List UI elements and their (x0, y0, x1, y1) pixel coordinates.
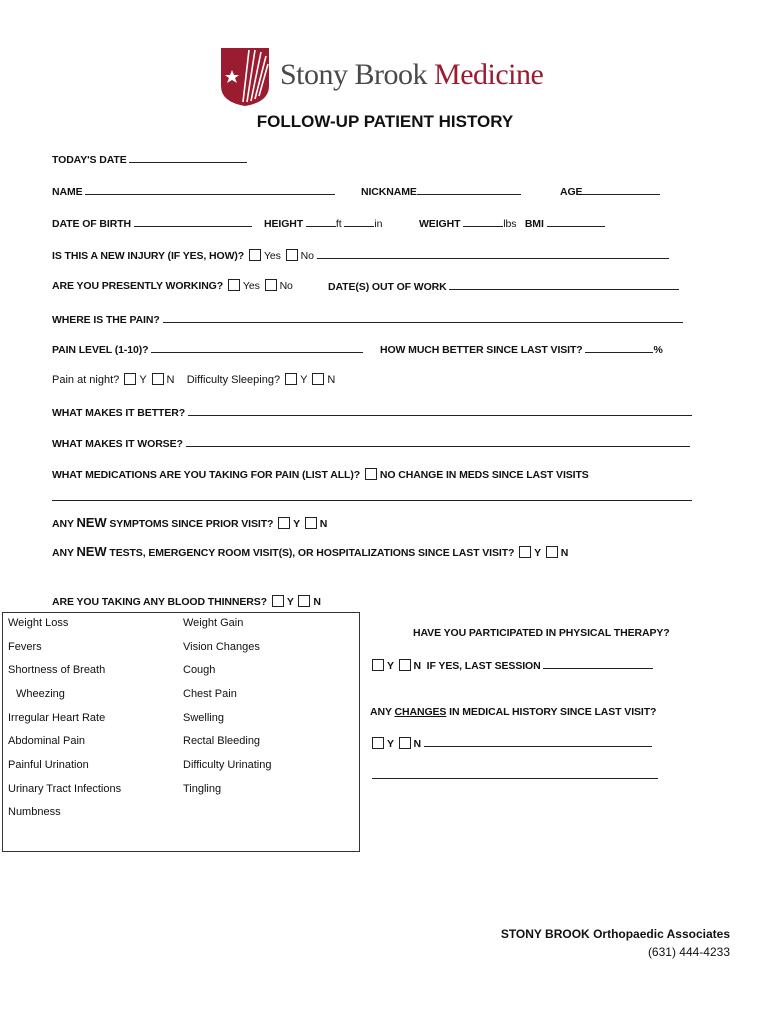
where-pain-field[interactable] (163, 312, 683, 323)
bmi-label: BMI (524, 218, 544, 230)
symptom-irregular-heart-rate[interactable]: Irregular Heart Rate (8, 712, 106, 724)
symptom-weight-loss[interactable]: Weight Loss (8, 617, 69, 629)
medical-history-field-2[interactable] (372, 770, 658, 779)
physical-therapy-n-checkbox[interactable] (399, 659, 411, 671)
n-label: N (313, 596, 321, 608)
footer-phone: (631) 444-4233 (647, 945, 730, 959)
working-row (52, 279, 293, 292)
new-tests-row (52, 544, 568, 559)
y-label: Y (534, 547, 541, 559)
n-label: N (319, 518, 328, 530)
symptom-cough[interactable]: Cough (183, 664, 216, 676)
difficulty-sleeping-y-checkbox[interactable] (285, 373, 297, 385)
pain-level-field[interactable] (151, 342, 363, 353)
symptom-tingling[interactable]: Tingling (183, 783, 222, 795)
todays-date-field[interactable] (129, 152, 247, 163)
pain-night-row (52, 373, 335, 386)
symptom-vision-changes[interactable]: Vision Changes (183, 641, 260, 653)
y-label: Y (286, 596, 294, 608)
last-session-field[interactable] (543, 658, 653, 669)
difficulty-sleeping-n-checkbox[interactable] (312, 373, 324, 385)
pain-level-row (52, 342, 363, 356)
height-row (264, 216, 382, 230)
how-much-better-row (380, 342, 663, 356)
ft-label: ft (335, 218, 342, 230)
todays-date-row (52, 152, 247, 166)
how-much-better-field[interactable] (585, 342, 653, 353)
changes-label: CHANGES (394, 706, 447, 718)
y-label: Y (293, 518, 300, 530)
medications-row (52, 468, 589, 481)
working-yes-checkbox[interactable] (228, 279, 240, 291)
medical-history-y-checkbox[interactable] (372, 737, 384, 749)
pain-level-label: PAIN LEVEL (1-10)? (52, 344, 149, 356)
medical-history-yn-row (370, 736, 652, 750)
makes-worse-field[interactable] (186, 436, 690, 447)
symptom-difficulty-urinating[interactable]: Difficulty Urinating (183, 759, 272, 771)
percent-label: % (653, 344, 663, 356)
n-label: N (327, 374, 336, 386)
makes-worse-row (52, 436, 690, 450)
no-label: No (279, 280, 293, 292)
symptom-shortness-of-breath[interactable]: Shortness of Breath (8, 664, 106, 676)
symptom-fevers[interactable]: Fevers (8, 641, 42, 653)
weight-label: WEIGHT (419, 218, 461, 230)
working-label: ARE YOU PRESENTLY WORKING? (52, 280, 224, 292)
dates-out-field[interactable] (449, 279, 679, 290)
new-symptoms-label: SYMPTOMS SINCE PRIOR VISIT? (109, 518, 274, 530)
n-label: N (560, 547, 569, 559)
blood-thinners-row (52, 595, 321, 608)
name-label: NAME (52, 186, 83, 198)
symptom-weight-gain[interactable]: Weight Gain (183, 617, 244, 629)
medications-label: WHAT MEDICATIONS ARE YOU TAKING FOR PAIN (LIST ALL)? (52, 469, 361, 481)
age-label: AGE (560, 186, 583, 198)
page-title: FOLLOW-UP PATIENT HISTORY (256, 112, 514, 131)
new-symptoms-y-checkbox[interactable] (278, 517, 290, 529)
new-tests-label: TESTS, EMERGENCY ROOM VISIT(S), OR HOSPITALIZATIONS SINCE LAST VISIT? (109, 547, 515, 559)
no-change-meds-label: NO CHANGE IN MEDS SINCE LAST VISITS (379, 469, 589, 481)
blood-thinners-n-checkbox[interactable] (298, 595, 310, 607)
todays-date-label: TODAY'S DATE (52, 154, 127, 166)
physical-therapy-row (370, 658, 653, 672)
medical-history-n-checkbox[interactable] (399, 737, 411, 749)
new-tests-y-checkbox[interactable] (519, 546, 531, 558)
if-yes-last-session-label: IF YES, LAST SESSION (426, 660, 541, 672)
symptom-painful-urination[interactable]: Painful Urination (8, 759, 89, 771)
where-pain-label: WHERE IS THE PAIN? (52, 314, 160, 326)
dob-row (52, 216, 252, 230)
symptom-swelling[interactable]: Swelling (183, 712, 224, 724)
pain-night-n-checkbox[interactable] (152, 373, 164, 385)
blood-thinners-label: ARE YOU TAKING ANY BLOOD THINNERS? (52, 596, 267, 608)
blood-thinners-y-checkbox[interactable] (272, 595, 284, 607)
footer-org-part2: Orthopaedic Associates (593, 927, 730, 941)
nickname-field[interactable] (417, 184, 521, 195)
makes-better-label: WHAT MAKES IT BETTER? (52, 407, 186, 419)
symptoms-box (2, 612, 360, 852)
y-label: Y (387, 660, 394, 672)
y-label: Y (300, 374, 308, 386)
n-label: N (166, 374, 175, 386)
how-much-better-label: HOW MUCH BETTER SINCE LAST VISIT? (380, 344, 583, 356)
dob-label: DATE OF BIRTH (52, 218, 131, 230)
new-injury-how-field[interactable] (317, 248, 669, 259)
in-label: in (374, 218, 383, 230)
y-label: Y (387, 738, 394, 750)
new-injury-label: IS THIS A NEW INJURY (IF YES, HOW)? (52, 250, 245, 262)
height-label: HEIGHT (264, 218, 304, 230)
any-label: ANY (52, 547, 74, 559)
brand-name-part1: Stony Brook (280, 58, 428, 91)
dates-out-row (328, 279, 679, 293)
new-injury-yes-checkbox[interactable] (249, 249, 261, 261)
height-ft-field[interactable] (306, 216, 336, 227)
any-label: ANY (52, 518, 74, 530)
height-in-field[interactable] (344, 216, 374, 227)
new-injury-no-checkbox[interactable] (286, 249, 298, 261)
pain-night-y-checkbox[interactable] (124, 373, 136, 385)
n-label: N (413, 738, 422, 750)
no-label: No (300, 250, 314, 262)
new-injury-row (52, 248, 669, 262)
new-label: NEW (76, 515, 107, 530)
new-label: NEW (76, 544, 107, 559)
symptom-urinary-tract-infections[interactable]: Urinary Tract Infections (8, 783, 122, 795)
makes-better-field[interactable] (188, 405, 692, 416)
where-pain-row (52, 312, 683, 326)
symptom-numbness[interactable]: Numbness (8, 806, 61, 818)
yes-label: Yes (263, 250, 281, 262)
physical-therapy-y-checkbox[interactable] (372, 659, 384, 671)
medical-history-field[interactable] (424, 736, 652, 747)
bmi-field[interactable] (547, 216, 605, 227)
new-symptoms-n-checkbox[interactable] (305, 517, 317, 529)
brand-name-part2: Medicine (434, 58, 544, 91)
age-row (560, 184, 660, 198)
n-label: N (413, 660, 422, 672)
symptom-wheezing[interactable]: Wheezing (16, 688, 65, 700)
stony-brook-logo-icon (219, 46, 271, 108)
dates-out-label: DATE(S) OUT OF WORK (328, 281, 447, 293)
footer-organization (501, 927, 730, 941)
nickname-row (361, 184, 521, 198)
weight-field[interactable] (463, 216, 503, 227)
medications-field[interactable] (52, 492, 692, 501)
makes-worse-label: WHAT MAKES IT WORSE? (52, 438, 183, 450)
no-change-meds-checkbox[interactable] (365, 468, 377, 480)
any-label: ANY (370, 706, 392, 718)
symptom-abdominal-pain[interactable]: Abdominal Pain (8, 735, 86, 747)
yes-label: Yes (242, 280, 260, 292)
new-symptoms-row (52, 515, 327, 530)
symptom-chest-pain[interactable]: Chest Pain (183, 688, 237, 700)
pain-night-label: Pain at night? (52, 374, 120, 386)
symptom-rectal-bleeding[interactable]: Rectal Bleeding (183, 735, 261, 747)
y-label: Y (139, 374, 147, 386)
weight-row (419, 216, 605, 230)
nickname-label: NICKNAME (361, 186, 417, 198)
medical-history-changes-row (370, 706, 656, 718)
working-no-checkbox[interactable] (265, 279, 277, 291)
lbs-label: lbs (503, 218, 517, 230)
physical-therapy-label: HAVE YOU PARTICIPATED IN PHYSICAL THERAPY? (413, 627, 670, 639)
age-field[interactable] (582, 184, 660, 195)
name-field[interactable] (85, 184, 335, 195)
dob-field[interactable] (134, 216, 252, 227)
new-tests-n-checkbox[interactable] (546, 546, 558, 558)
footer-org-part1: STONY BROOK (500, 927, 590, 941)
brand-name (280, 58, 543, 92)
name-row (52, 184, 335, 198)
makes-better-row (52, 405, 692, 419)
medical-history-label: IN MEDICAL HISTORY SINCE LAST VISIT? (449, 706, 657, 718)
difficulty-sleeping-label: Difficulty Sleeping? (186, 374, 281, 386)
